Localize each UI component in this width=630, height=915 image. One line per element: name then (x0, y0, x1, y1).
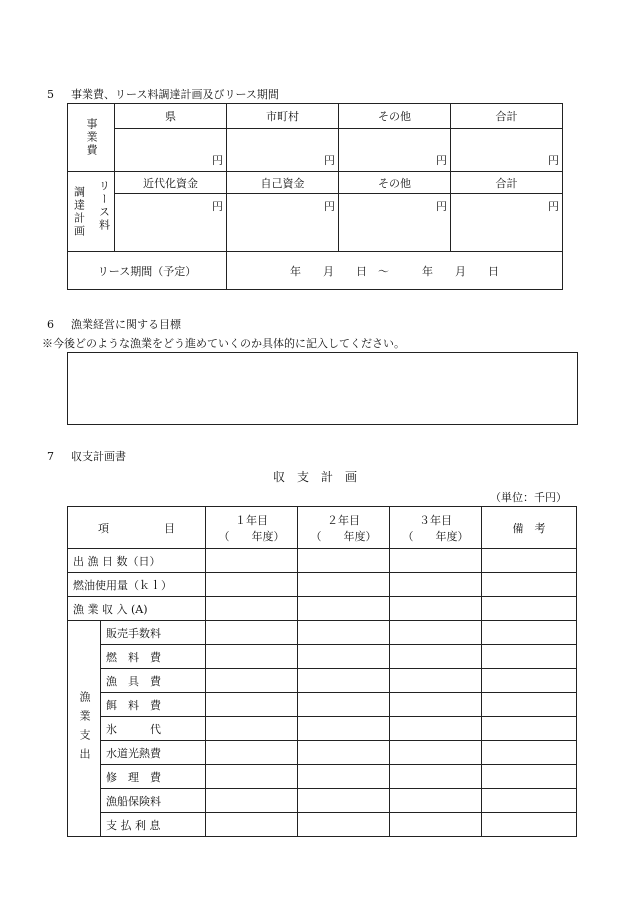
table-cell[interactable] (206, 669, 298, 693)
table-cell[interactable] (298, 573, 390, 597)
section-5-heading (47, 86, 279, 102)
funding-yen-own[interactable]: 円 (227, 194, 339, 252)
row-label-utilities: 水道光熱費 (101, 741, 206, 765)
table-cell[interactable] (206, 789, 298, 813)
table-cell[interactable] (482, 645, 577, 669)
table-row (68, 741, 577, 765)
year-2-fiscal: （ 年度） (310, 529, 377, 543)
year-1-fiscal: （ 年度） (218, 529, 285, 543)
expense-group-label: 漁業支出 (78, 690, 91, 767)
funding-yen-total[interactable]: 円 (451, 194, 563, 252)
cost-col-other: その他 (339, 104, 451, 129)
funding-col-other: その他 (339, 172, 451, 194)
table-row (68, 765, 577, 789)
table-row (68, 621, 577, 645)
table-cell[interactable] (390, 813, 482, 837)
table-cell[interactable] (298, 597, 390, 621)
row-label-vessel-insurance: 漁船保険料 (101, 789, 206, 813)
funding-yen-other[interactable]: 円 (339, 194, 451, 252)
section-6-number: 6 (47, 318, 54, 331)
table-cell[interactable] (482, 573, 577, 597)
section-7-title: 収支計画書 (71, 450, 126, 463)
table-cell[interactable] (206, 741, 298, 765)
year-3-header (390, 507, 482, 549)
year-3-fiscal: （ 年度） (402, 529, 469, 543)
table-row (68, 789, 577, 813)
table-cell[interactable] (298, 741, 390, 765)
cost-col-municipality: 市町村 (227, 104, 339, 129)
table-cell[interactable] (298, 549, 390, 573)
section-6-note: ※今後どのような漁業をどう進めていくのか具体的に記入してください。 (42, 337, 405, 350)
funding-yen-modernization[interactable]: 円 (115, 194, 227, 252)
year-3-label: ３年目 (419, 513, 452, 527)
table-cell[interactable] (390, 621, 482, 645)
table-cell[interactable] (482, 621, 577, 645)
cost-yen-total[interactable]: 円 (451, 129, 563, 172)
table-cell[interactable] (206, 597, 298, 621)
table-cell[interactable] (298, 813, 390, 837)
row-label-ice-cost: 氷 代 (101, 717, 206, 741)
table-cell[interactable] (482, 549, 577, 573)
year-1-header (206, 507, 298, 549)
cost-yen-prefecture[interactable]: 円 (115, 129, 227, 172)
table-cell[interactable] (206, 645, 298, 669)
table-cell[interactable] (482, 813, 577, 837)
row-label-fishing-days: 出 漁 日 数（日） (68, 549, 206, 573)
row-label-fuel-usage: 燃油使用量（ｋｌ） (68, 573, 206, 597)
funding-plan-label: 調達計画 (72, 185, 86, 238)
table-cell[interactable] (390, 645, 482, 669)
table-cell[interactable] (390, 693, 482, 717)
section-5-title: 事業費、リース料調達計画及びリース期間 (71, 88, 279, 101)
table-row (68, 549, 577, 573)
table-row (68, 693, 577, 717)
row-label-fuel-cost: 燃 料 費 (101, 645, 206, 669)
section-7-number: 7 (47, 450, 54, 463)
table-cell[interactable] (298, 717, 390, 741)
table-cell[interactable] (206, 621, 298, 645)
row-label-fishing-income: 漁 業 収 入 (A) (68, 597, 206, 621)
row-label-bait-cost: 餌 料 費 (101, 693, 206, 717)
table-cell[interactable] (482, 741, 577, 765)
section-6-title: 漁業経営に関する目標 (71, 318, 181, 331)
table-cell[interactable] (390, 669, 482, 693)
expense-group-label-cell (68, 621, 101, 837)
year-2-label: ２年目 (327, 513, 360, 527)
funding-col-total: 合計 (451, 172, 563, 194)
funding-table (67, 103, 563, 290)
table-cell[interactable] (390, 789, 482, 813)
table-cell[interactable] (206, 693, 298, 717)
table-row (68, 717, 577, 741)
section-5-number: 5 (47, 88, 54, 101)
row-label-sales-commission: 販売手数料 (101, 621, 206, 645)
unit-label: （単位：千円） (490, 491, 567, 504)
table-cell[interactable] (482, 597, 577, 621)
table-cell[interactable] (482, 789, 577, 813)
lease-fee-label: リース料 (97, 179, 111, 232)
table-cell[interactable] (206, 573, 298, 597)
table-cell[interactable] (298, 669, 390, 693)
table-cell[interactable] (482, 669, 577, 693)
table-cell[interactable] (298, 765, 390, 789)
funding-col-own: 自己資金 (227, 172, 339, 194)
table-row (68, 573, 577, 597)
table-cell[interactable] (298, 645, 390, 669)
table-cell[interactable] (206, 549, 298, 573)
funding-col-modernization: 近代化資金 (115, 172, 227, 194)
table-row (68, 669, 577, 693)
year-2-header (298, 507, 390, 549)
table-cell[interactable] (390, 765, 482, 789)
remarks-header: 備 考 (482, 507, 577, 549)
management-goal-input-box[interactable] (67, 352, 578, 425)
budget-table-title: 収 支 計 画 (272, 470, 357, 484)
project-cost-label-cell (68, 104, 115, 172)
row-label-gear-cost: 漁 具 費 (101, 669, 206, 693)
table-cell[interactable] (298, 789, 390, 813)
table-cell[interactable] (482, 693, 577, 717)
year-1-label: １年目 (235, 513, 268, 527)
cost-col-prefecture: 県 (115, 104, 227, 129)
table-cell[interactable] (298, 621, 390, 645)
table-cell[interactable] (206, 813, 298, 837)
table-cell[interactable] (390, 549, 482, 573)
table-cell[interactable] (298, 693, 390, 717)
table-cell[interactable] (390, 597, 482, 621)
table-cell[interactable] (390, 573, 482, 597)
funding-plan-label-cell (68, 172, 115, 252)
cost-col-total: 合計 (451, 104, 563, 129)
item-header: 項 目 (68, 507, 206, 549)
cost-yen-other[interactable]: 円 (339, 129, 451, 172)
table-cell[interactable] (390, 717, 482, 741)
budget-table (67, 506, 577, 837)
section-6-heading (47, 316, 181, 332)
table-cell[interactable] (482, 717, 577, 741)
table-cell[interactable] (482, 765, 577, 789)
cost-yen-municipality[interactable]: 円 (227, 129, 339, 172)
lease-period-value[interactable]: 年 月 日 〜 年 月 日 (227, 252, 563, 290)
table-cell[interactable] (206, 765, 298, 789)
table-cell[interactable] (206, 717, 298, 741)
table-row (68, 597, 577, 621)
table-row (68, 645, 577, 669)
section-7-heading (47, 448, 126, 464)
project-cost-label: 事業費 (85, 118, 98, 157)
table-cell[interactable] (390, 741, 482, 765)
table-row (68, 813, 577, 837)
lease-period-label: リース期間（予定） (68, 252, 227, 290)
row-label-interest-paid: 支 払 利 息 (101, 813, 206, 837)
row-label-repair-cost: 修 理 費 (101, 765, 206, 789)
